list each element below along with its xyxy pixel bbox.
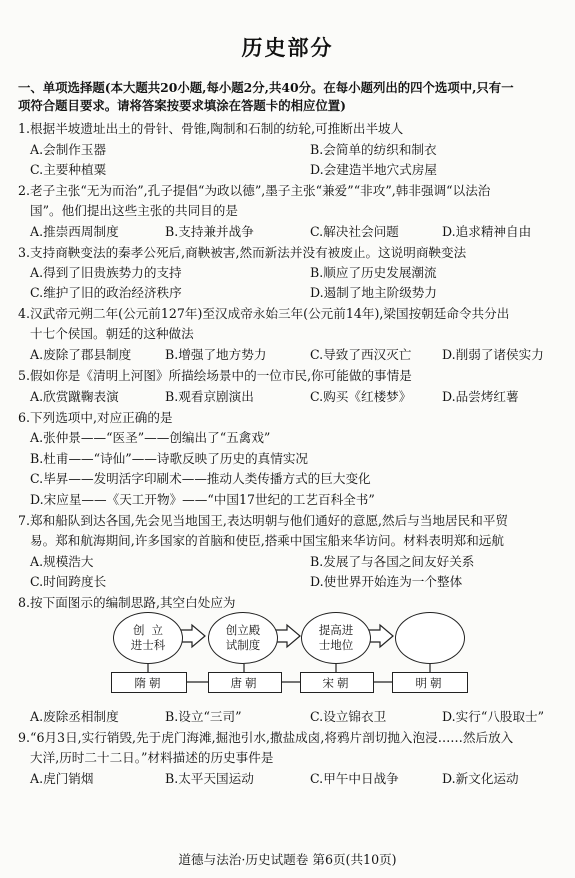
question-7-option-b: B.发展了与各国之间友好关系 bbox=[310, 554, 475, 569]
question-9-option-a: A.虎门销烟 bbox=[30, 771, 94, 786]
diagram-node-3: 提高进 士地位 bbox=[301, 612, 371, 664]
question-8-stem: 8.按下面图示的编制思路,其空白处应为 bbox=[18, 595, 236, 610]
question-9-stem-line-2: 大洋,历时二十二日。”材料描述的历史事件是 bbox=[30, 750, 274, 765]
question-3-option-b: B.顺应了历史发展潮流 bbox=[310, 265, 437, 280]
section-header-line-2: 项符合题目要求。请将答案按要求填涂在答题卡的相应位置) bbox=[18, 98, 347, 113]
question-7-option-d: D.使世界开始连为一个整体 bbox=[310, 574, 463, 589]
question-2-option-a: A.推崇西周制度 bbox=[30, 224, 119, 239]
question-6-option-a: A.张仲景——“医圣”——创编出了“五禽戏” bbox=[30, 430, 271, 445]
question-5-stem: 5.假如你是《清明上河图》所描绘场景中的一位市民,你可能做的事情是 bbox=[18, 368, 412, 383]
question-6-option-c: C.毕昇——发明活字印刷术——推动人类传播方式的巨大变化 bbox=[30, 471, 371, 486]
question-4-option-a: A.废除了郡县制度 bbox=[30, 347, 132, 362]
question-1-option-c: C.主要种植粟 bbox=[30, 162, 107, 177]
page-footer: 道德与法治·历史试题卷 第6页(共10页) bbox=[178, 852, 397, 867]
question-8-option-a: A.废除丞相制度 bbox=[30, 709, 119, 724]
question-2-stem-line-1: 2.老子主张“无为而治”,孔子提倡“为政以德”,墨子主张“兼爱”“非攻”,韩非强调“以法治 bbox=[18, 183, 491, 198]
question-9-option-c: C.甲午中日战争 bbox=[310, 771, 399, 786]
question-6-option-d: D.宋应星——《天工开物》——“中国17世纪的工艺百科全书” bbox=[30, 492, 375, 507]
page-title: 历史部分 bbox=[241, 35, 334, 60]
question-2-stem-line-2: 国”。他们提出这些主张的共同目的是 bbox=[30, 203, 238, 218]
question-8-option-d: D.实行“八股取士” bbox=[442, 709, 545, 724]
question-8-option-c: C.设立锦衣卫 bbox=[310, 709, 387, 724]
question-9-option-d: D.新文化运动 bbox=[442, 771, 519, 786]
dynasty-box-song: 宋朝 bbox=[300, 672, 374, 693]
dynasty-box-tang: 唐朝 bbox=[208, 672, 282, 693]
question-4-option-c: C.导致了西汉灭亡 bbox=[310, 347, 412, 362]
question-2-option-d: D.追求精神自由 bbox=[442, 224, 532, 239]
question-4-stem-line-1: 4.汉武帝元朔二年(公元前127年)至汉成帝永始三年(公元前14年),梁国按朝廷命令共分出 bbox=[18, 306, 510, 321]
dynasty-box-sui: 隋朝 bbox=[111, 672, 187, 693]
question-9-stem-line-1: 9.“6月3日,实行销毁,先于虎门海滩,掘池引水,撒盐成卤,将鸦片剖切抛入泡浸……然后放入 bbox=[18, 730, 514, 745]
question-6-stem: 6.下列选项中,对应正确的是 bbox=[18, 410, 173, 425]
question-4-option-d: D.削弱了诸侯实力 bbox=[442, 347, 544, 362]
question-3-option-d: D.遏制了地主阶级势力 bbox=[310, 285, 437, 300]
question-9-option-b: B.太平天国运动 bbox=[165, 771, 254, 786]
question-1-stem: 1.根据半坡遗址出土的骨针、骨锥,陶制和石制的纺轮,可推断出半坡人 bbox=[18, 121, 404, 136]
arrow-1-icon bbox=[180, 625, 205, 647]
question-8-option-b: B.设立“三司” bbox=[165, 709, 242, 724]
arrow-3-icon bbox=[368, 625, 393, 647]
dynasty-box-ming: 明朝 bbox=[392, 672, 468, 693]
question-5-option-a: A.欣赏蹴鞠表演 bbox=[30, 389, 119, 404]
question-5-option-b: B.观看京剧演出 bbox=[165, 389, 254, 404]
question-7-stem-line-2: 易。郑和航海期间,许多国家的首脑和使臣,搭乘中国宝船来华访问。材料表明郑和远航 bbox=[30, 533, 504, 548]
question-7-option-a: A.规模浩大 bbox=[30, 554, 94, 569]
arrow-2-icon bbox=[275, 625, 300, 647]
question-4-stem-line-2: 十七个侯国。朝廷的这种做法 bbox=[30, 326, 194, 341]
question-6-option-b: B.杜甫——“诗仙”——诗歌反映了历史的真情实况 bbox=[30, 451, 309, 466]
diagram-node-blank bbox=[395, 612, 465, 664]
question-1-option-b: B.会简单的纺织和制衣 bbox=[310, 142, 437, 157]
question-1-option-a: A.会制作玉器 bbox=[30, 142, 107, 157]
question-3-option-c: C.维护了旧的政治经济秩序 bbox=[30, 285, 182, 300]
diagram-node-2: 创立殿 试制度 bbox=[208, 612, 278, 664]
question-4-option-b: B.增强了地方势力 bbox=[165, 347, 267, 362]
question-3-stem: 3.支持商鞅变法的秦孝公死后,商鞅被害,然而新法并没有被废止。这说明商鞅变法 bbox=[18, 245, 467, 260]
question-2-option-c: C.解决社会问题 bbox=[310, 224, 399, 239]
question-1-option-d: D.会建造半地穴式房屋 bbox=[310, 162, 437, 177]
section-header-line-1: 一、单项选择题(本大题共20小题,每小题2分,共40分。在每小题列出的四个选项中,只有一 bbox=[18, 80, 514, 95]
question-7-option-c: C.时间跨度长 bbox=[30, 574, 107, 589]
question-7-stem-line-1: 7.郑和船队到达各国,先会见当地国王,表达明朝与他们通好的意愿,然后与当地居民和平贸 bbox=[18, 513, 508, 528]
question-5-option-c: C.购买《红楼梦》 bbox=[310, 389, 412, 404]
question-5-option-d: D.品尝烤红薯 bbox=[442, 389, 519, 404]
question-2-option-b: B.支持兼并战争 bbox=[165, 224, 254, 239]
question-3-option-a: A.得到了旧贵族势力的支持 bbox=[30, 265, 182, 280]
diagram-node-1: 创 立 进士科 bbox=[113, 612, 183, 664]
